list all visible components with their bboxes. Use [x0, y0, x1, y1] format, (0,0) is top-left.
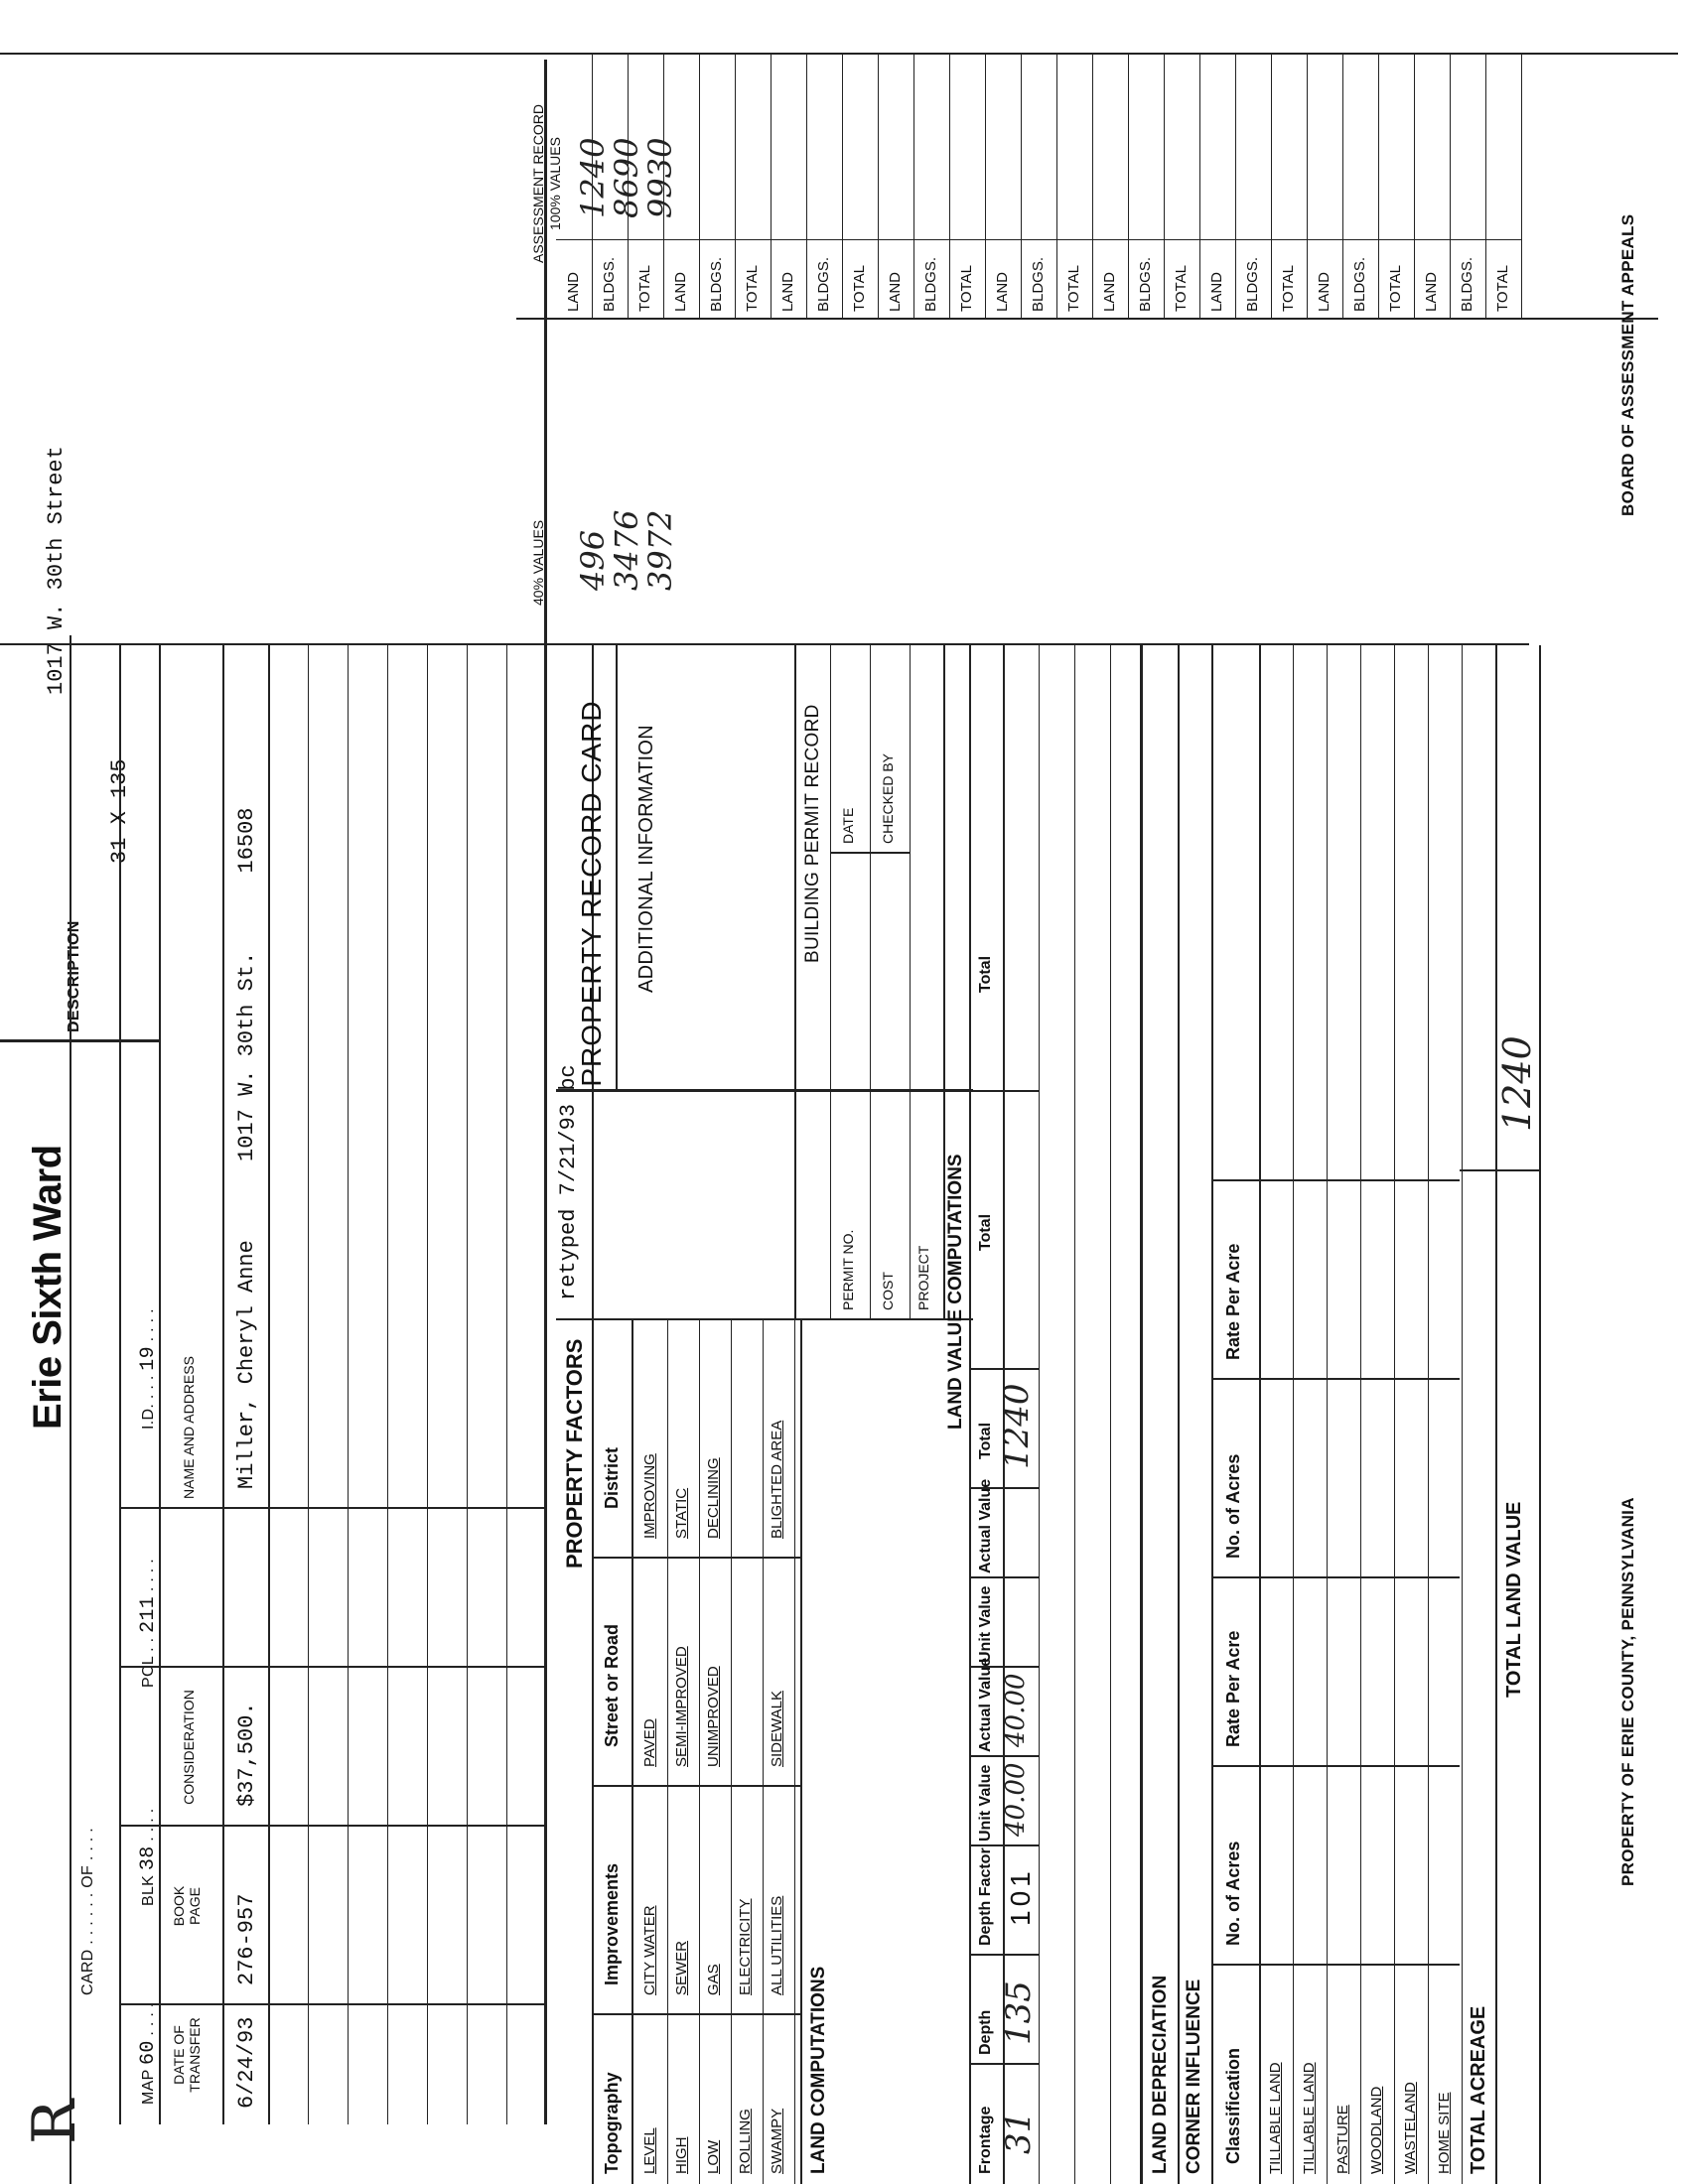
lv-frontage: 31: [999, 2111, 1039, 2154]
assessment-row: [985, 55, 1022, 320]
classification-row: WASTELAND: [1402, 2082, 1419, 2174]
factor-street-item: SIDEWALK: [769, 1691, 785, 1767]
land-depreciation-label: LAND DEPRECIATION: [1150, 1975, 1171, 2174]
assessment-row-label: TOTAL: [851, 265, 868, 312]
assessment-row-label: TOTAL: [744, 265, 761, 312]
assessment-row-label: LAND: [1423, 271, 1440, 312]
assessment-row-label: TOTAL: [1494, 265, 1511, 312]
pcl-field: PCL . . 211 . . . .: [137, 1558, 160, 1688]
assessment-row-label: TOTAL: [1065, 265, 1082, 312]
land-value-column-header: Total: [977, 955, 994, 993]
assessment-row-label: BLDGS.: [708, 256, 725, 312]
assessment-row-label: BLDGS.: [815, 256, 832, 312]
classification-row: TILLABLE LAND: [1267, 2062, 1284, 2174]
land-value-column-header: Depth: [977, 2009, 994, 2055]
map-field: MAP 60 . . . .: [137, 2002, 160, 2105]
land-value-column-header: Unit Value: [977, 1585, 994, 1663]
factor-topography-item: SWAMPY: [769, 2108, 785, 2174]
col-street-road: Street or Road: [602, 1623, 622, 1747]
assessment-row-label: BLDGS.: [1137, 256, 1154, 312]
assessment-row: [1378, 55, 1415, 320]
classification-row: WOODLAND: [1368, 2086, 1385, 2174]
factor-improvements-item: SEWER: [673, 1940, 690, 1995]
card-label: CARD . . . . . . OF . . . .: [79, 1827, 96, 1995]
lv-depth: 135: [999, 1980, 1039, 2045]
col-no-of-acres-2: No. of Acres: [1223, 1453, 1243, 1559]
col-rate-per-acre-1: Rate Per Acre: [1223, 1630, 1243, 1747]
factor-district-item: STATIC: [673, 1487, 690, 1539]
land-value-column-header: Frontage: [977, 2106, 994, 2174]
land-computations-label: LAND COMPUTATIONS: [808, 1966, 829, 2174]
card-title: PROPERTY RECORD CARD: [576, 700, 607, 1087]
assessment-row: [1164, 55, 1200, 320]
lv-actual-value: 40.00: [1001, 1673, 1031, 1747]
assessment-row-label: LAND: [565, 271, 582, 312]
building-permit-title: BUILDING PERMIT RECORD: [802, 704, 823, 963]
assessment-row: [628, 55, 664, 320]
assessment-row: [842, 55, 879, 320]
corner-mark: R: [20, 2099, 89, 2144]
assessment-row: [735, 55, 772, 320]
assessment-row: [1414, 55, 1451, 320]
land-value-computations-title: LAND VALUE COMPUTATIONS: [945, 1154, 966, 1430]
assessment-row-label: TOTAL: [1387, 265, 1404, 312]
assessment-row: [1342, 55, 1379, 320]
factor-district-item: IMPROVING: [641, 1453, 658, 1539]
values-40: 496 3476 3972: [574, 509, 679, 591]
assessment-row-label: LAND: [1208, 271, 1225, 312]
col-book-page: BOOK PAGE: [171, 1885, 203, 1927]
assessment-row-label: LAND: [887, 271, 904, 312]
factor-street-item: PAVED: [641, 1718, 658, 1767]
assessment-row: [1128, 55, 1165, 320]
assessment-row-label: LAND: [779, 271, 796, 312]
assessment-row: [771, 55, 807, 320]
transfer-book-page: 276-957: [234, 1893, 259, 1985]
retyped-note: retyped 7/21/93 bc: [556, 1064, 581, 1300]
factor-topography-item: HIGH: [673, 2136, 690, 2174]
permit-checked-by-label: CHECKED BY: [880, 752, 896, 844]
corner-influence-label: CORNER INFLUENCE: [1184, 1979, 1204, 2174]
classification-row: TILLABLE LAND: [1301, 2062, 1318, 2174]
classification-row: PASTURE: [1334, 2105, 1351, 2174]
assessment-row: [1199, 55, 1236, 320]
land-value-column-header: Total: [977, 1422, 994, 1459]
land-value-column-header: Actual Value: [977, 1657, 994, 1752]
assessment-row: [663, 55, 700, 320]
values-100: 1240 8690 9930: [574, 137, 679, 218]
assessment-row-label: LAND: [1101, 271, 1118, 312]
assessment-row: [806, 55, 843, 320]
factor-topography-item: ROLLING: [737, 2109, 754, 2174]
assessment-row: [1450, 55, 1486, 320]
col-consideration: CONSIDERATION: [181, 1690, 197, 1805]
assessment-row: [1307, 55, 1343, 320]
assessment-record-label: ASSESSMENT RECORD 100% VALUES: [530, 104, 563, 263]
assessment-row: [1485, 55, 1522, 320]
lv-total: 1240: [997, 1383, 1037, 1469]
classification-row: HOME SITE: [1436, 2092, 1453, 2174]
col-name-address: NAME AND ADDRESS: [181, 1356, 197, 1499]
permit-no-label: PERMIT NO.: [840, 1229, 856, 1310]
factor-improvements-item: GAS: [705, 1964, 722, 1995]
values-40-label: 40% VALUES: [530, 519, 546, 606]
land-value-column-header: Total: [977, 1213, 994, 1251]
transfer-name-address: Miller, Cheryl Anne 1017 W. 30th St. 16508: [234, 807, 259, 1489]
description-label: DESCRIPTION: [66, 920, 82, 1032]
col-district: District: [602, 1446, 622, 1509]
assessment-row-label: LAND: [672, 271, 689, 312]
land-value-column-header: Depth Factor: [977, 1847, 994, 1946]
ward-title: Erie Sixth Ward: [26, 1145, 70, 1430]
id-field: I.D. . . . 19 . . . .: [137, 1308, 160, 1430]
assessment-row: [592, 55, 629, 320]
assessment-row-label: BLDGS.: [1244, 256, 1261, 312]
factor-district-item: DECLINING: [705, 1457, 722, 1539]
assessment-row-label: LAND: [1316, 271, 1333, 312]
col-date-of-transfer: DATE OF TRANSFER: [171, 2017, 203, 2093]
permit-cost-label: COST: [880, 1272, 896, 1310]
col-topography: Topography: [602, 2072, 622, 2174]
assessment-row-label: BLDGS.: [1459, 256, 1475, 312]
assessment-row-label: TOTAL: [636, 265, 653, 312]
blk-field: BLK 38 . . . .: [137, 1808, 160, 1906]
col-improvements: Improvements: [602, 1862, 622, 1985]
assessment-row: [949, 55, 986, 320]
property-factors-title: PROPERTY FACTORS: [562, 1338, 587, 1569]
permit-project-label: PROJECT: [915, 1245, 931, 1310]
assessment-row: [1271, 55, 1308, 320]
assessment-row-label: TOTAL: [1280, 265, 1297, 312]
factor-improvements-item: CITY WATER: [641, 1905, 658, 1995]
assessment-row-label: TOTAL: [958, 265, 975, 312]
col-classification: Classification: [1223, 2047, 1243, 2164]
col-rate-per-acre-2: Rate Per Acre: [1223, 1243, 1243, 1360]
lv-unit-value: 40.00: [1001, 1762, 1031, 1837]
factor-improvements-item: ALL UTILITIES: [769, 1895, 785, 1995]
assessment-row: [699, 55, 736, 320]
transfer-consideration: $37,500.: [234, 1702, 259, 1807]
assessment-row-label: LAND: [994, 271, 1011, 312]
assessment-row: [1235, 55, 1272, 320]
assessment-row: [556, 55, 593, 320]
factor-improvements-item: ELECTRICITY: [737, 1898, 754, 1995]
factor-topography-item: LOW: [705, 2139, 722, 2174]
lv-depth-factor: 101: [1005, 1867, 1036, 1926]
land-value-column-header: Unit Value: [977, 1764, 994, 1842]
additional-info-label: ADDITIONAL INFORMATION: [635, 725, 657, 993]
assessment-row: [1021, 55, 1057, 320]
total-acreage-label: TOTAL ACREAGE: [1468, 2005, 1489, 2174]
assessment-row-label: BLDGS.: [922, 256, 939, 312]
footer-right: BOARD OF ASSESSMENT APPEALS: [1618, 213, 1637, 516]
footer-left: PROPERTY OF ERIE COUNTY, PENNSYLVANIA: [1618, 1497, 1637, 1886]
factor-street-item: UNIMPROVED: [705, 1666, 722, 1767]
assessment-row: [1056, 55, 1093, 320]
assessment-row: [913, 55, 950, 320]
assessment-row-label: BLDGS.: [1351, 256, 1368, 312]
factor-topography-item: LEVEL: [641, 2127, 658, 2174]
assessment-row-label: BLDGS.: [1030, 256, 1047, 312]
description-line-2: 31 X 135: [107, 758, 132, 864]
assessment-row-label: BLDGS.: [601, 256, 618, 312]
permit-date-label: DATE: [840, 807, 856, 844]
assessment-row-label: TOTAL: [1173, 265, 1190, 312]
transfer-date: 6/24/93: [234, 2016, 259, 2109]
total-land-value: 1240: [1495, 1035, 1539, 1132]
description-line-1: 1017 W. 30th Street: [44, 446, 69, 695]
total-land-value-label: TOTAL LAND VALUE: [1503, 1501, 1525, 1698]
factor-street-item: SEMI-IMPROVED: [673, 1646, 690, 1767]
assessment-row: [878, 55, 914, 320]
assessment-row: [1092, 55, 1129, 320]
col-no-of-acres-1: No. of Acres: [1223, 1841, 1243, 1946]
land-value-column-header: Actual Value: [977, 1478, 994, 1573]
factor-district-item: BLIGHTED AREA: [769, 1420, 785, 1539]
